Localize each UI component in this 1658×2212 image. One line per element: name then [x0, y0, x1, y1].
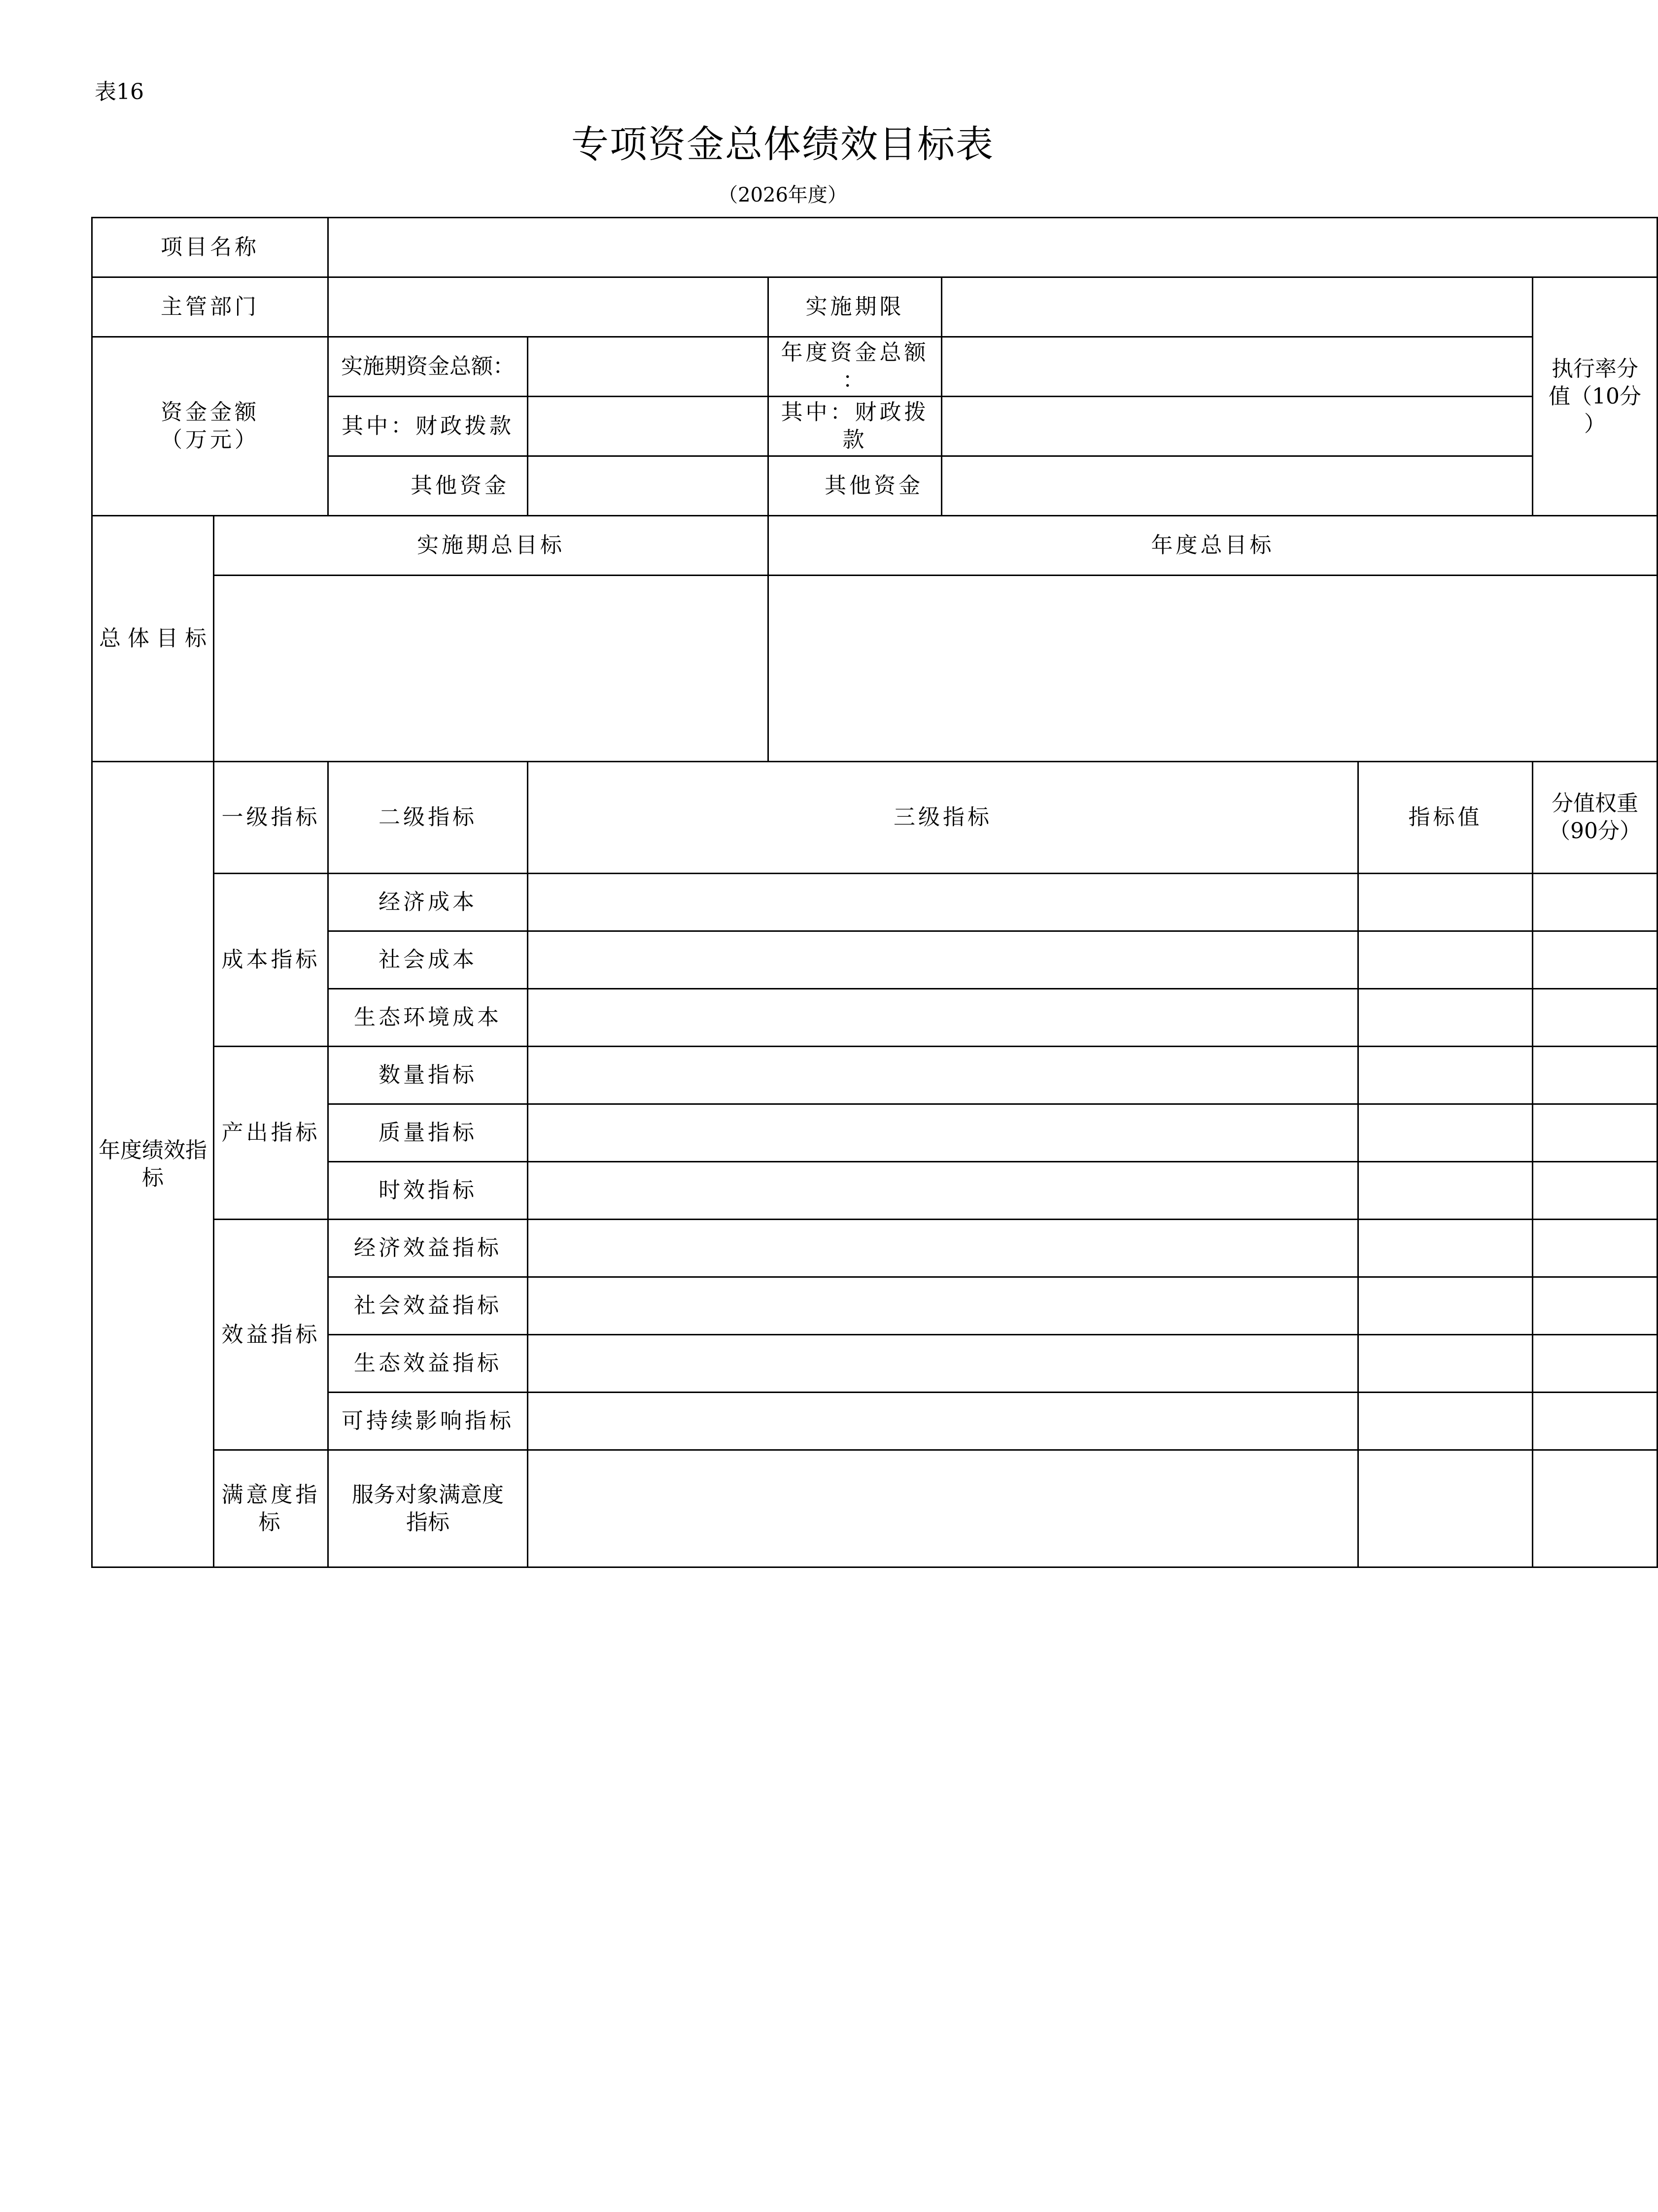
annual-indicators-label: 年度绩效指标 — [92, 762, 214, 1567]
fund-amount-label: 资金金额 （万元） — [92, 337, 328, 516]
period-goal-header: 实施期总目标 — [214, 516, 768, 576]
table-row — [92, 874, 1658, 931]
indicator-value-field[interactable] — [1358, 1220, 1533, 1277]
level1-indicator: 效益指标 — [214, 1220, 328, 1450]
level3-indicator-field[interactable] — [528, 1393, 1358, 1450]
level2-indicator: 生态效益指标 — [328, 1335, 528, 1393]
annual-goal-header: 年度总目标 — [768, 516, 1658, 576]
indicator-value-field[interactable] — [1358, 874, 1533, 931]
annual-total-funds-label: 年度资金总额 ： — [768, 337, 942, 397]
level3-indicator-field[interactable] — [528, 1277, 1358, 1335]
level2-indicator: 社会效益指标 — [328, 1277, 528, 1335]
score-weight-field[interactable] — [1533, 1104, 1658, 1162]
level3-indicator-field[interactable] — [528, 1335, 1358, 1393]
indicator-value-field[interactable] — [1358, 1393, 1533, 1450]
level3-indicator-field[interactable] — [528, 1162, 1358, 1220]
annual-fiscal-allocation-label: 其中：财政拨 款 — [768, 397, 942, 456]
score-weight-field[interactable] — [1533, 1393, 1658, 1450]
level2-indicator: 可持续影响指标 — [328, 1393, 528, 1450]
department-field[interactable] — [328, 277, 768, 337]
annual-other-funds-field[interactable] — [942, 456, 1533, 516]
project-name-label: 项目名称 — [92, 218, 328, 277]
score-weight-field[interactable] — [1533, 931, 1658, 989]
table-row — [92, 1220, 1658, 1277]
level3-indicator-field[interactable] — [528, 989, 1358, 1047]
level1-indicator: 成本指标 — [214, 874, 328, 1047]
other-funds-field[interactable] — [528, 456, 768, 516]
level3-indicator-field[interactable] — [528, 1047, 1358, 1104]
total-period-funds-field[interactable] — [528, 337, 768, 397]
level2-indicator: 服务对象满意度 指标 — [328, 1450, 528, 1567]
score-weight-field[interactable] — [1533, 1277, 1658, 1335]
other-funds-label: 其他资金 — [328, 456, 528, 516]
annual-total-funds-field[interactable] — [942, 337, 1533, 397]
level3-indicator-field[interactable] — [528, 931, 1358, 989]
level1-indicator: 产出指标 — [214, 1047, 328, 1220]
level2-indicator: 生态环境成本 — [328, 989, 528, 1047]
page-title: 专项资金总体绩效目标表 — [571, 122, 994, 166]
score-weight-field[interactable] — [1533, 874, 1658, 931]
table-row — [92, 1450, 1658, 1567]
fiscal-allocation-label: 其中：财政拨款 — [328, 397, 528, 456]
level3-indicator-field[interactable] — [528, 874, 1358, 931]
project-name-field[interactable] — [328, 218, 1658, 277]
indicator-value-field[interactable] — [1358, 1047, 1533, 1104]
indicator-value-header: 指标值 — [1358, 762, 1533, 874]
period-goal-field[interactable] — [214, 576, 768, 762]
level2-indicator-header: 二级指标 — [328, 762, 528, 874]
indicator-value-field[interactable] — [1358, 1104, 1533, 1162]
annual-other-funds-label: 其他资金 — [768, 456, 942, 516]
level2-indicator: 社会成本 — [328, 931, 528, 989]
level1-indicator: 满意度指 标 — [214, 1450, 328, 1567]
execution-rate-score-label: 执行率分 值（10分 ） — [1533, 277, 1658, 516]
total-period-funds-label: 实施期资金总额： — [328, 337, 528, 397]
performance-goal-table — [91, 217, 1658, 1568]
implementation-period-field[interactable] — [942, 277, 1533, 337]
level2-indicator: 经济效益指标 — [328, 1220, 528, 1277]
overall-goal-label: 总 体 目 标 — [92, 516, 214, 762]
department-label: 主管部门 — [92, 277, 328, 337]
score-weight-field[interactable] — [1533, 1162, 1658, 1220]
level3-indicator-field[interactable] — [528, 1220, 1358, 1277]
table-row — [92, 1047, 1658, 1104]
table-number-label: 表16 — [95, 79, 144, 104]
level3-indicator-field[interactable] — [528, 1450, 1358, 1567]
indicator-value-field[interactable] — [1358, 1277, 1533, 1335]
level2-indicator: 经济成本 — [328, 874, 528, 931]
fiscal-year-label: （2026年度） — [718, 184, 847, 206]
indicator-value-field[interactable] — [1358, 1162, 1533, 1220]
annual-goal-field[interactable] — [768, 576, 1658, 762]
indicator-value-field[interactable] — [1358, 1450, 1533, 1567]
indicator-value-field[interactable] — [1358, 931, 1533, 989]
indicator-value-field[interactable] — [1358, 989, 1533, 1047]
level2-indicator: 数量指标 — [328, 1047, 528, 1104]
score-weight-field[interactable] — [1533, 1047, 1658, 1104]
level3-indicator-header: 三级指标 — [528, 762, 1358, 874]
score-weight-header: 分值权重 （90分） — [1533, 762, 1658, 874]
fiscal-allocation-field[interactable] — [528, 397, 768, 456]
score-weight-field[interactable] — [1533, 1335, 1658, 1393]
score-weight-field[interactable] — [1533, 1220, 1658, 1277]
level1-indicator-header: 一级指标 — [214, 762, 328, 874]
score-weight-field[interactable] — [1533, 1450, 1658, 1567]
indicator-value-field[interactable] — [1358, 1335, 1533, 1393]
level3-indicator-field[interactable] — [528, 1104, 1358, 1162]
implementation-period-label: 实施期限 — [768, 277, 942, 337]
score-weight-field[interactable] — [1533, 989, 1658, 1047]
annual-fiscal-allocation-field[interactable] — [942, 397, 1533, 456]
level2-indicator: 质量指标 — [328, 1104, 528, 1162]
level2-indicator: 时效指标 — [328, 1162, 528, 1220]
